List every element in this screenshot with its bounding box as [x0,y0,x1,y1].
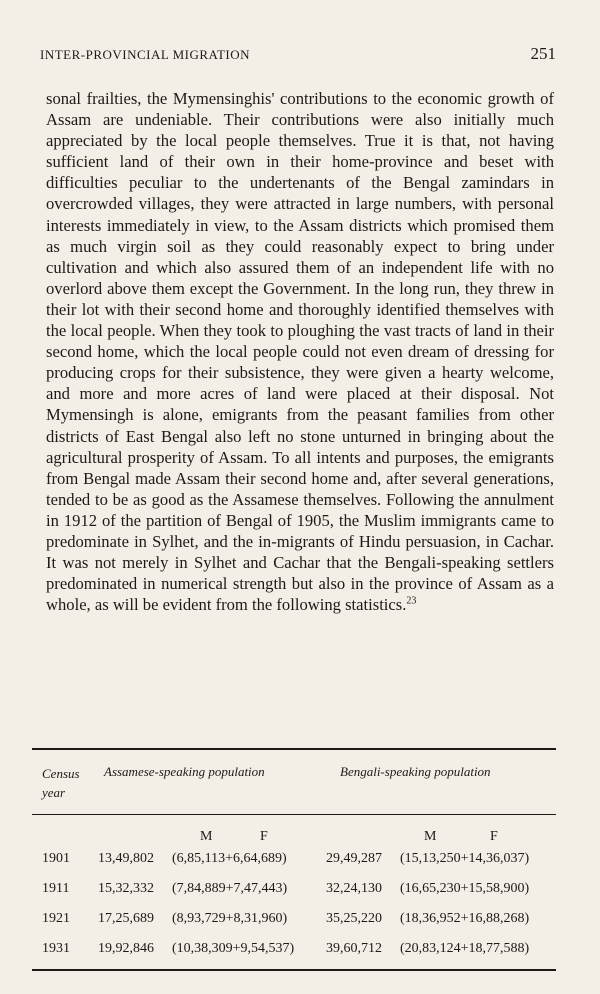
table-row [32,845,556,875]
table-bottom-rule [32,969,556,971]
page-number: 251 [530,44,556,63]
assamese-m-label: M [200,829,213,844]
running-head: INTER-PROVINCIAL MIGRATION [40,47,251,62]
header-census-year: Census year [42,766,80,800]
row-year: 1911 [42,881,70,896]
bengali-total: 35,25,220 [326,911,382,926]
bengali-f-label: F [490,829,498,844]
statistics-table [32,748,556,971]
assamese-breakdown: (6,85,113+6,64,689) [172,851,287,866]
header-assamese: Assamese-speaking population [104,764,265,779]
assamese-total: 13,49,802 [98,851,154,866]
table-header [32,750,556,814]
paragraph [46,88,554,615]
bengali-total: 39,60,712 [326,941,382,956]
row-year: 1931 [42,941,70,956]
assamese-breakdown: (7,84,889+7,47,443) [172,881,288,896]
assamese-total: 15,32,332 [98,881,154,896]
bengali-breakdown: (20,83,124+18,77,588) [400,941,530,956]
row-year: 1901 [42,851,70,866]
bengali-m-label: M [424,829,437,844]
bengali-total: 29,49,287 [326,851,382,866]
assamese-breakdown: (10,38,309+9,54,537) [172,941,295,956]
assamese-total: 19,92,846 [98,941,154,956]
bengali-breakdown: (16,65,230+15,58,900) [400,881,530,896]
footnote-ref: 23 [406,595,417,607]
bengali-total: 32,24,130 [326,881,382,896]
table-row [32,875,556,905]
table-row [32,905,556,935]
paragraph-text: sonal frailties, the Mymensinghis' contributions to the economic growth of Assam are undeniable. Their contributions were also initially much appreciated by the local people themselves. True it is that, not having sufficient land of their own in their home-province and beset with difficulties peculiar to the undertenants of the Bengal zamindars in overcrowded villages, they were attracted in large numbers, with personal interests immediately in view, to the Assam districts which promised them as much virgin soil as they could reasonably expect to bring under cultivation and which also assured them of an independent life with no overlord above them except the Government. In the long run, they threw in their lot with their second home and thoroughly identified themselves with the local people. When they took to ploughing the vast tracts of land in their second home, which the local people could not even dream of dressing for producing crops for their subsistence, they were given a hearty welcome, and more and more acres of land were placed at their disposal. Not Mymensingh is alone, emigrants from the peasant families from other districts of East Bengal also left no stone unturned in bringing about the agricultural prosperity of Assam. To all intents and purposes, the emigrants from Bengal made Assam their second home and, after several generations, tended to be as good as the Assamese themselves. Following the annulment in 1912 of the partition of Bengal of 1905, the Muslim immigrants came to predominate in Sylhet, and the in-migrants of Hindu persuasion, in Cachar. It was not merely in Sylhet and Cachar that the Bengali-speaking settlers predominated in numerical strength but also in the province of Assam as a whole, as will be evident from the following statistics. [46,89,554,615]
mf-subheader [32,815,556,845]
bengali-breakdown: (18,36,952+16,88,268) [400,911,530,926]
header-bengali: Bengali-speaking population [340,764,491,779]
table-row [32,935,556,965]
body-text [46,88,554,615]
row-year: 1921 [42,911,70,926]
assamese-total: 17,25,689 [98,911,154,926]
page-header [40,44,556,64]
assamese-breakdown: (8,93,729+8,31,960) [172,911,288,926]
assamese-f-label: F [260,829,268,844]
bengali-breakdown: (15,13,250+14,36,037) [400,851,530,866]
